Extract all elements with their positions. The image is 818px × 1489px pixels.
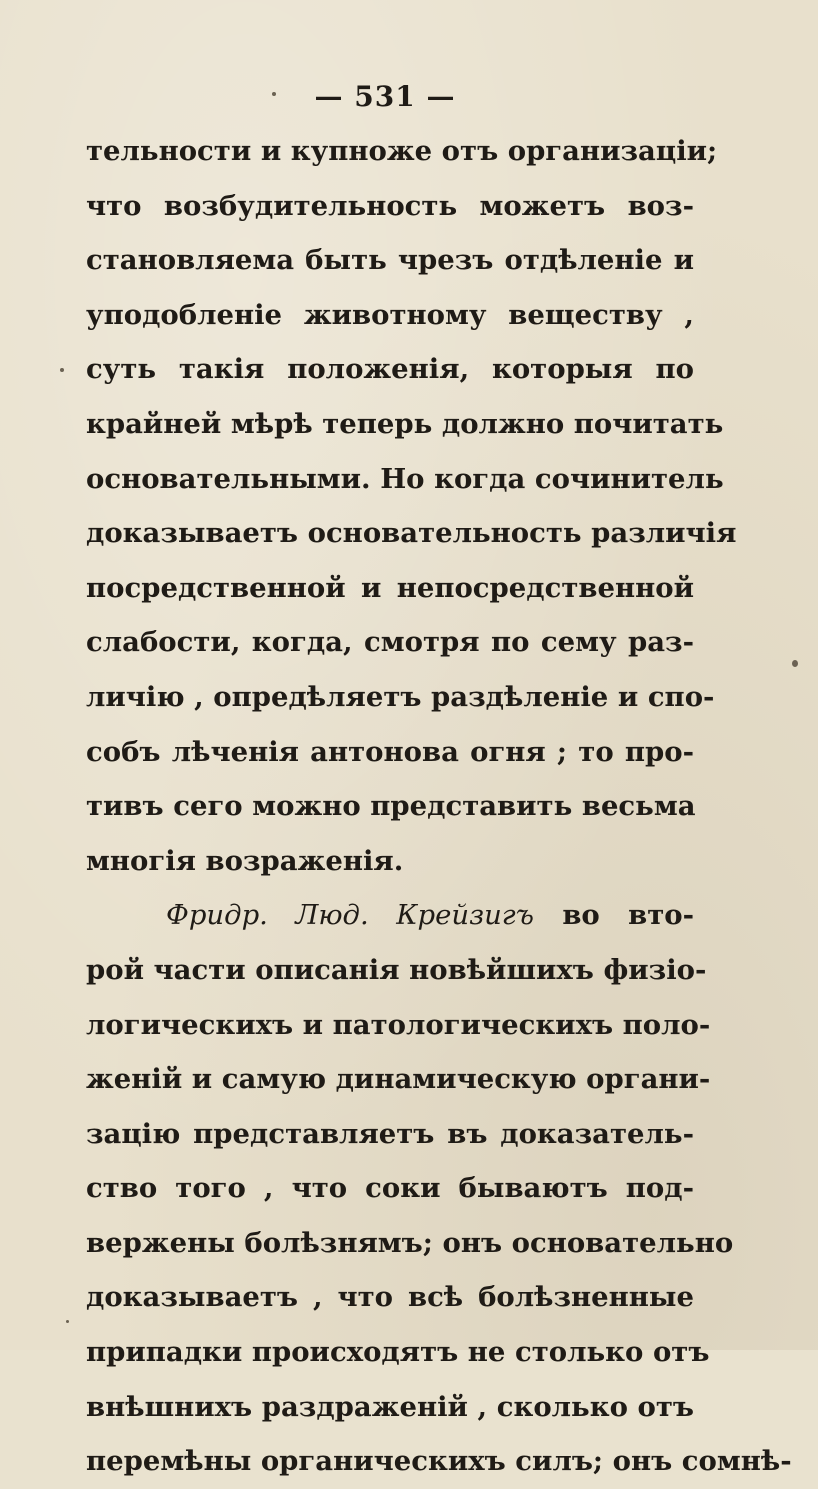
text-line: тивъ сего можно представить весьма bbox=[86, 790, 696, 823]
text-line: ство того , что соки бываютъ под- bbox=[86, 1172, 694, 1205]
text-line: зацію представляетъ въ доказатель- bbox=[86, 1117, 694, 1150]
text-line: доказываетъ , что всѣ болѣзненные bbox=[86, 1281, 694, 1314]
text-line: внѣшнихъ раздраженій , сколько отъ bbox=[86, 1390, 694, 1423]
text-line: перемѣны органическихъ силъ; онъ сомнѣ- bbox=[86, 1445, 792, 1478]
text-line: логическихъ и патологическихъ поло- bbox=[86, 1008, 711, 1041]
paper-speck bbox=[66, 1320, 69, 1323]
text-line: припадки происходятъ не столько отъ bbox=[86, 1336, 710, 1369]
text-line: уподобленіе животному веществу , bbox=[86, 298, 694, 331]
text-line: основательными. Но когда сочинитель bbox=[86, 462, 724, 495]
author-name: Фридр. Люд. Крейзигъ bbox=[166, 899, 535, 932]
page-text bbox=[86, 124, 792, 1489]
paper-speck bbox=[272, 92, 276, 96]
text-line: доказываетъ основательность различія bbox=[86, 517, 737, 550]
text-line: становляема быть чрезъ отдѣленіе и bbox=[86, 244, 694, 277]
text-line: крайней мѣрѣ теперь должно почитать bbox=[86, 407, 724, 440]
text-line: тельности и купноже отъ организаціи; bbox=[86, 135, 718, 167]
text-line: вержены болѣзнямъ; онъ основательно bbox=[86, 1226, 734, 1259]
text-line: слабости, когда, смотря по сему раз- bbox=[86, 626, 694, 659]
page-number: — 531 — bbox=[314, 80, 456, 113]
text-line: личію , опредѣляетъ раздѣленіе и спо- bbox=[86, 680, 715, 713]
first-line-rest: во вто- bbox=[562, 899, 694, 932]
text-line: что возбудительность можетъ воз- bbox=[86, 189, 694, 222]
text-line: собъ лѣченія антонова огня ; то про- bbox=[86, 735, 694, 768]
text-line: суть такія положенія, которыя по bbox=[86, 353, 694, 386]
text-line: посредственной и непосредственной bbox=[86, 571, 694, 604]
text-line: рой части описанія новѣйшихъ физіо- bbox=[86, 953, 707, 986]
text-line: женій и самую динамическую органи- bbox=[86, 1063, 711, 1096]
paper-speck bbox=[60, 368, 64, 372]
paper-speck bbox=[792, 660, 798, 667]
paragraph-first-line bbox=[86, 888, 694, 943]
text-line: многія возраженія. bbox=[86, 844, 404, 877]
